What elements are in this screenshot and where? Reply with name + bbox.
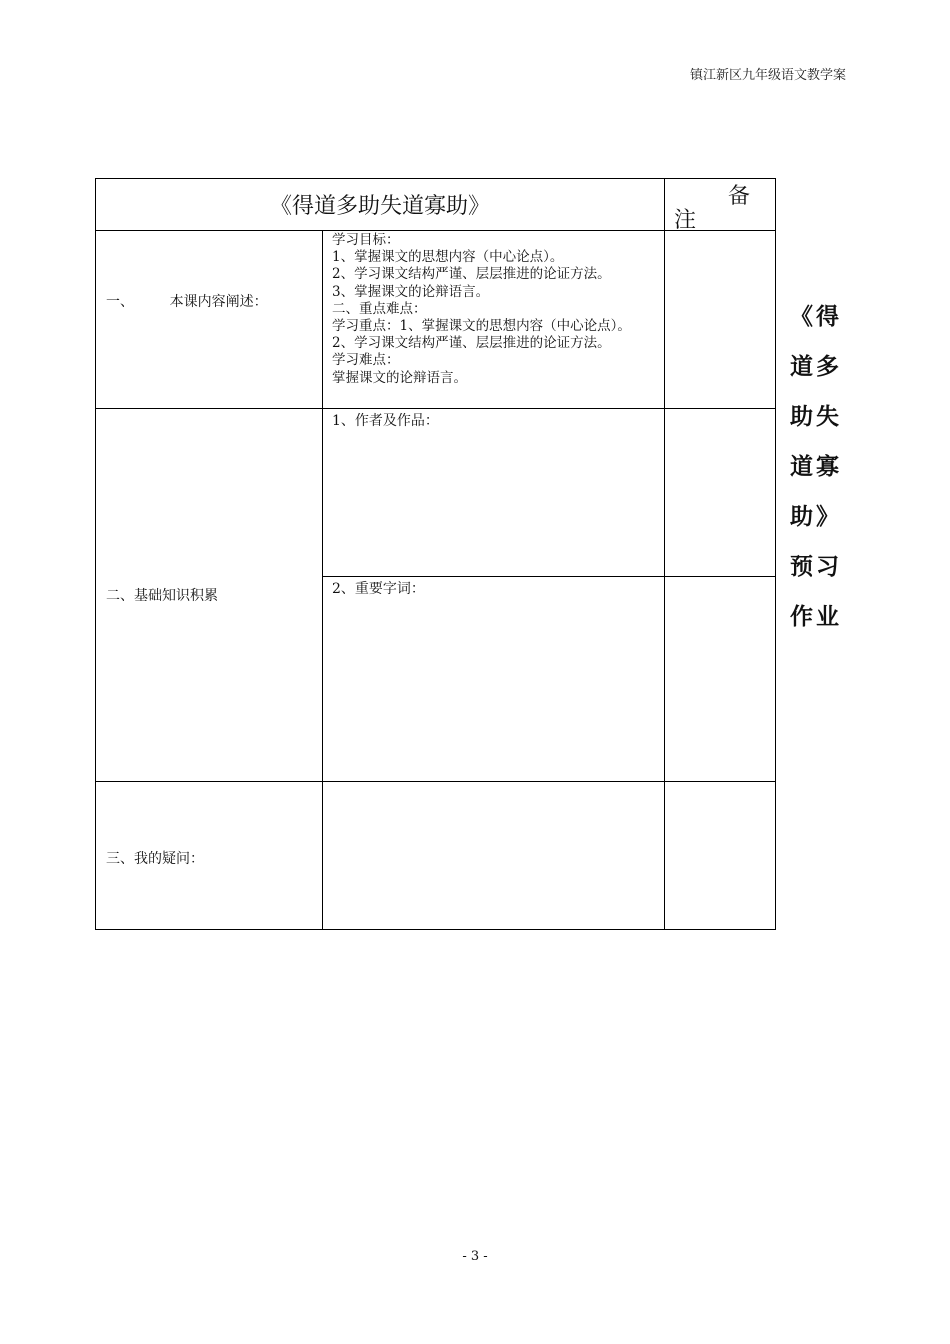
learning-goals-content: 学习目标： 1、掌握课文的思想内容（中心论点）。 2、学习课文结构严谨、层层推进的论证方法。 3、掌握课文的论辩语言。 二、重点难点： 学习重点：1、掌握课文的思想内容（中心论点）。 2、学习课文结构严谨、层层推进的论证方法。 学习难点： 掌握课文的论辩语言。 [332, 232, 631, 386]
section-2-label: 二、基础知识积累 [106, 588, 218, 604]
row-divider [96, 781, 775, 782]
column-divider [322, 230, 323, 929]
header-school-title: 镇江新区九年级语文教学案 [689, 68, 846, 83]
section-1-label: 一、 本课内容阐述： [106, 294, 268, 310]
row-divider [96, 408, 775, 409]
key-vocabulary-label: 2、重要字词： [332, 581, 425, 597]
side-vertical-title: 《得道多助失道寡助》预习作业 [790, 303, 842, 630]
worksheet-table [95, 178, 776, 930]
lesson-title: 《得道多助失道寡助》 [269, 194, 490, 219]
section-3-label: 三、我的疑问： [106, 851, 204, 867]
author-works-label: 1、作者及作品： [332, 413, 439, 429]
row-divider [322, 576, 775, 577]
remark-header-char1: 备 [728, 184, 751, 209]
remark-header-char2: 注 [674, 208, 697, 233]
page-number: - 3 - [462, 1249, 488, 1264]
